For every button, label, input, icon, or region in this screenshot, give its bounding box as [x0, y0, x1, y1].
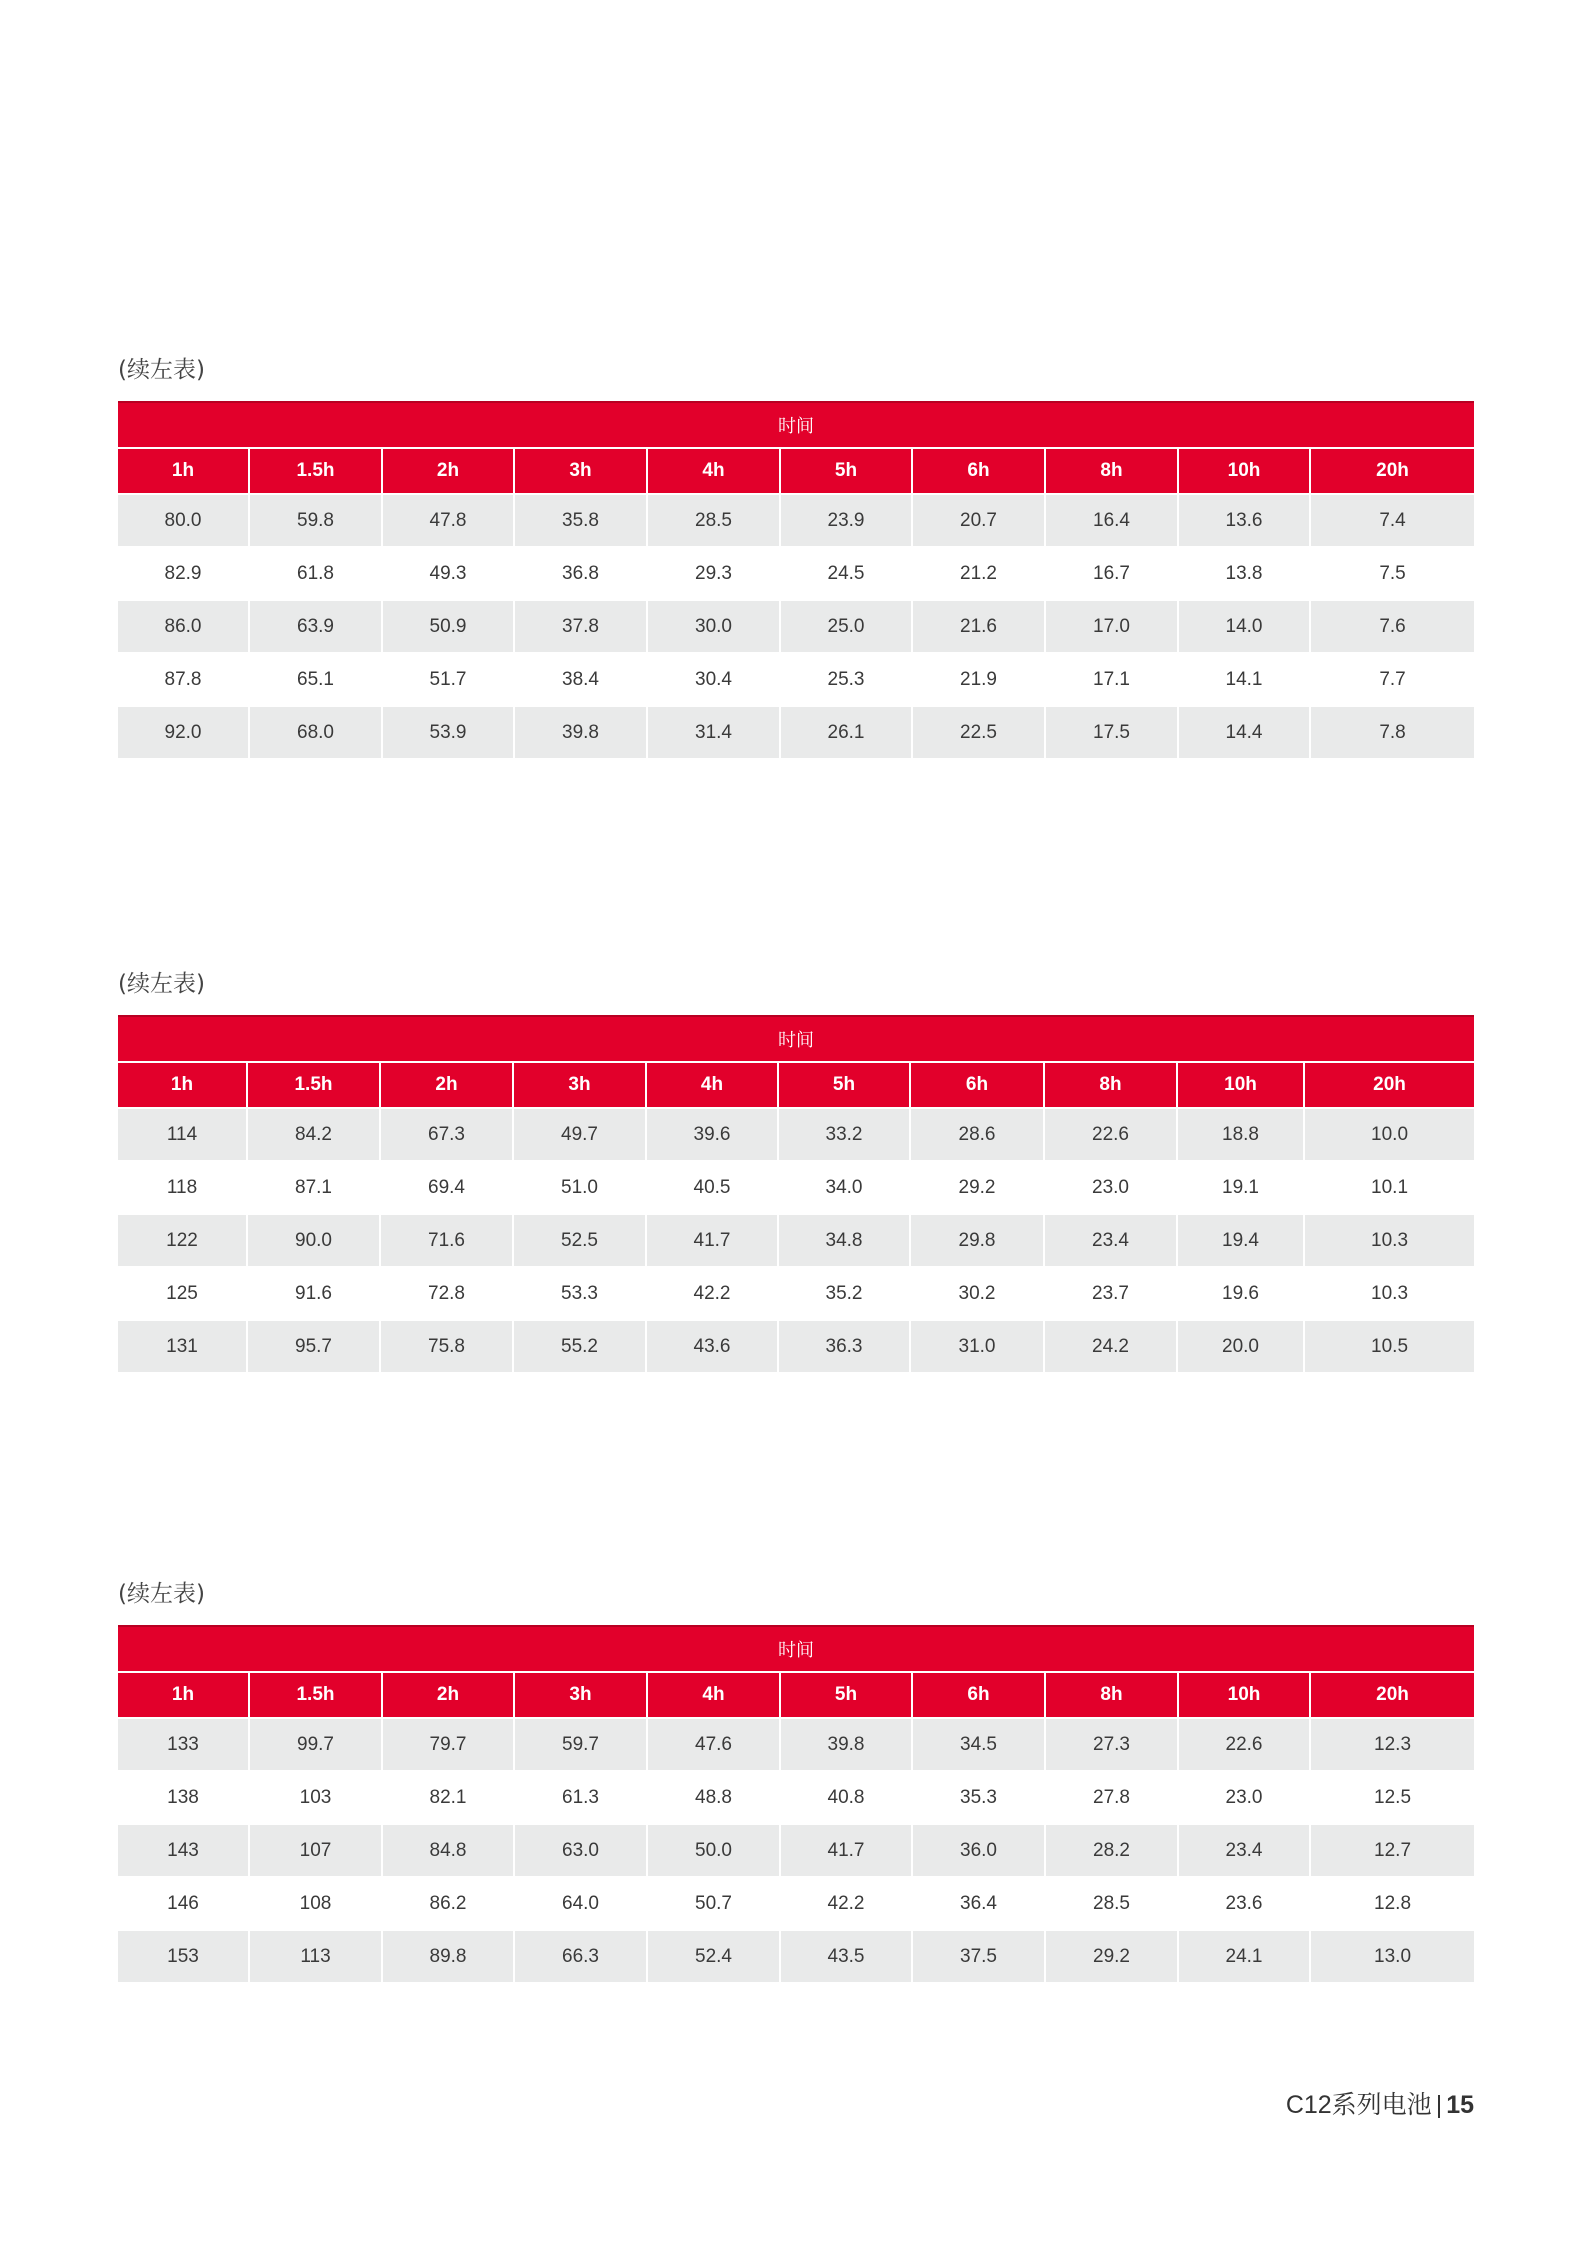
- table-cell: 50.9: [383, 599, 515, 652]
- table-cell: 35.3: [913, 1770, 1046, 1823]
- table-cell: 84.8: [383, 1823, 515, 1876]
- table-cell: 31.0: [911, 1319, 1045, 1372]
- table-cell: 26.1: [781, 705, 913, 758]
- table-cell: 24.2: [1045, 1319, 1178, 1372]
- table-cell: 34.5: [913, 1717, 1046, 1770]
- table-cell: 39.8: [515, 705, 648, 758]
- column-header: 4h: [648, 1673, 781, 1717]
- table-cell: 22.6: [1179, 1717, 1311, 1770]
- table-cell: 64.0: [515, 1876, 648, 1929]
- column-header: 3h: [515, 449, 648, 493]
- table-cell: 20.0: [1178, 1319, 1305, 1372]
- column-header: 5h: [781, 449, 913, 493]
- column-header: 10h: [1178, 1063, 1305, 1107]
- table-cell: 87.8: [118, 652, 250, 705]
- table-cell: 23.4: [1045, 1213, 1178, 1266]
- table-cell: 131: [118, 1319, 248, 1372]
- table-cell: 50.0: [648, 1823, 781, 1876]
- table-cell: 95.7: [248, 1319, 381, 1372]
- column-header: 10h: [1179, 449, 1311, 493]
- table-cell: 28.2: [1046, 1823, 1179, 1876]
- table-row: [118, 1929, 1474, 1982]
- table-cell: 36.4: [913, 1876, 1046, 1929]
- table-cell: 92.0: [118, 705, 250, 758]
- table-cell: 25.0: [781, 599, 913, 652]
- table-cell: 51.0: [514, 1160, 647, 1213]
- table-cell: 22.6: [1045, 1107, 1178, 1160]
- table-cell: 84.2: [248, 1107, 381, 1160]
- discharge-table: [118, 401, 1474, 758]
- table-cell: 82.1: [383, 1770, 515, 1823]
- table-cell: 7.8: [1311, 705, 1474, 758]
- table-cell: 13.8: [1179, 546, 1311, 599]
- table-cell: 82.9: [118, 546, 250, 599]
- table-cell: 55.2: [514, 1319, 647, 1372]
- table-cell: 99.7: [250, 1717, 383, 1770]
- table-cell: 7.5: [1311, 546, 1474, 599]
- table-cell: 36.8: [515, 546, 648, 599]
- table-cell: 68.0: [250, 705, 383, 758]
- table-cell: 72.8: [381, 1266, 514, 1319]
- column-header: 2h: [381, 1063, 514, 1107]
- table-cell: 16.7: [1046, 546, 1179, 599]
- table-cell: 30.2: [911, 1266, 1045, 1319]
- table-cell: 12.3: [1311, 1717, 1474, 1770]
- table-cell: 27.3: [1046, 1717, 1179, 1770]
- column-header: 8h: [1046, 449, 1179, 493]
- table-cell: 47.6: [648, 1717, 781, 1770]
- table-row: [118, 705, 1474, 758]
- table-cell: 27.8: [1046, 1770, 1179, 1823]
- table-cell: 10.3: [1305, 1213, 1474, 1266]
- table-row: [118, 546, 1474, 599]
- table-cell: 86.2: [383, 1876, 515, 1929]
- table-cell: 24.5: [781, 546, 913, 599]
- table-row: [118, 1266, 1474, 1319]
- table-row: [118, 1876, 1474, 1929]
- table-cell: 67.3: [381, 1107, 514, 1160]
- table-cell: 18.8: [1178, 1107, 1305, 1160]
- table-cell: 24.1: [1179, 1929, 1311, 1982]
- table-cell: 37.5: [913, 1929, 1046, 1982]
- table-cell: 21.6: [913, 599, 1046, 652]
- table-row: [118, 1319, 1474, 1372]
- table-cell: 33.2: [779, 1107, 911, 1160]
- column-header: 2h: [383, 449, 515, 493]
- table-row: [118, 493, 1474, 546]
- column-header: 20h: [1305, 1063, 1474, 1107]
- table-cell: 61.8: [250, 546, 383, 599]
- table-cell: 63.9: [250, 599, 383, 652]
- column-header: 6h: [911, 1063, 1045, 1107]
- table-cell: 48.8: [648, 1770, 781, 1823]
- table-cell: 22.5: [913, 705, 1046, 758]
- table-cell: 71.6: [381, 1213, 514, 1266]
- table-cell: 114: [118, 1107, 248, 1160]
- series-title: C12系列电池: [1285, 2091, 1432, 2119]
- column-header: 3h: [514, 1063, 647, 1107]
- table-cell: 30.0: [648, 599, 781, 652]
- table-cell: 59.8: [250, 493, 383, 546]
- table-row: [118, 1717, 1474, 1770]
- table-cell: 23.0: [1179, 1770, 1311, 1823]
- table-cell: 61.3: [515, 1770, 648, 1823]
- table-row: [118, 1107, 1474, 1160]
- table-cell: 31.4: [648, 705, 781, 758]
- discharge-table: [118, 1015, 1474, 1372]
- table-cell: 20.7: [913, 493, 1046, 546]
- table-cell: 17.5: [1046, 705, 1179, 758]
- column-header: 10h: [1179, 1673, 1311, 1717]
- table-cell: 23.0: [1045, 1160, 1178, 1213]
- table-cell: 7.6: [1311, 599, 1474, 652]
- table-cell: 79.7: [383, 1717, 515, 1770]
- table-cell: 7.4: [1311, 493, 1474, 546]
- footer-separator: |: [1435, 2091, 1443, 2119]
- table-cell: 86.0: [118, 599, 250, 652]
- table-cell: 14.0: [1179, 599, 1311, 652]
- table-cell: 59.7: [515, 1717, 648, 1770]
- table-cell: 12.5: [1311, 1770, 1474, 1823]
- table-cell: 29.2: [1046, 1929, 1179, 1982]
- column-header: 5h: [779, 1063, 911, 1107]
- table-cell: 13.0: [1311, 1929, 1474, 1982]
- table-cell: 122: [118, 1213, 248, 1266]
- table-cell: 75.8: [381, 1319, 514, 1372]
- time-group-header: 时间: [118, 1625, 1474, 1673]
- table-cell: 23.4: [1179, 1823, 1311, 1876]
- table-cell: 89.8: [383, 1929, 515, 1982]
- table-cell: 28.5: [1046, 1876, 1179, 1929]
- table-cell: 36.3: [779, 1319, 911, 1372]
- table-cell: 49.3: [383, 546, 515, 599]
- column-header: 6h: [913, 449, 1046, 493]
- table-cell: 107: [250, 1823, 383, 1876]
- table-cell: 19.4: [1178, 1213, 1305, 1266]
- page-number: 15: [1446, 2091, 1474, 2119]
- time-group-header: 时间: [118, 1015, 1474, 1063]
- table-row: [118, 1823, 1474, 1876]
- table-cell: 51.7: [383, 652, 515, 705]
- table-cell: 52.4: [648, 1929, 781, 1982]
- table-row: [118, 1160, 1474, 1213]
- column-header: 1.5h: [248, 1063, 381, 1107]
- table-cell: 10.5: [1305, 1319, 1474, 1372]
- table-cell: 63.0: [515, 1823, 648, 1876]
- table-cell: 138: [118, 1770, 250, 1823]
- table-cell: 133: [118, 1717, 250, 1770]
- table-cell: 52.5: [514, 1213, 647, 1266]
- column-header: 4h: [647, 1063, 779, 1107]
- column-header: 1h: [118, 449, 250, 493]
- table-cell: 29.8: [911, 1213, 1045, 1266]
- table-cell: 39.6: [647, 1107, 779, 1160]
- column-header: 8h: [1046, 1673, 1179, 1717]
- column-header: 20h: [1311, 449, 1474, 493]
- column-header: 1.5h: [250, 1673, 383, 1717]
- table-cell: 10.3: [1305, 1266, 1474, 1319]
- table-cell: 53.3: [514, 1266, 647, 1319]
- table-row: [118, 599, 1474, 652]
- table-cell: 7.7: [1311, 652, 1474, 705]
- table-cell: 49.7: [514, 1107, 647, 1160]
- table-row: [118, 652, 1474, 705]
- column-header: 3h: [515, 1673, 648, 1717]
- table-cell: 14.1: [1179, 652, 1311, 705]
- time-group-header: 时间: [118, 401, 1474, 449]
- table-cell: 34.0: [779, 1160, 911, 1213]
- column-header: 1h: [118, 1673, 250, 1717]
- table-cell: 80.0: [118, 493, 250, 546]
- table-cell: 19.1: [1178, 1160, 1305, 1213]
- table-cell: 69.4: [381, 1160, 514, 1213]
- column-header: 20h: [1311, 1673, 1474, 1717]
- table-cell: 143: [118, 1823, 250, 1876]
- table-cell: 13.6: [1179, 493, 1311, 546]
- table-cell: 12.8: [1311, 1876, 1474, 1929]
- table-cell: 153: [118, 1929, 250, 1982]
- table-cell: 37.8: [515, 599, 648, 652]
- table-cell: 17.0: [1046, 599, 1179, 652]
- table-cell: 53.9: [383, 705, 515, 758]
- table-cell: 113: [250, 1929, 383, 1982]
- table-cell: 108: [250, 1876, 383, 1929]
- table-cell: 21.9: [913, 652, 1046, 705]
- table-cell: 146: [118, 1876, 250, 1929]
- table-cell: 103: [250, 1770, 383, 1823]
- table-cell: 36.0: [913, 1823, 1046, 1876]
- table-cell: 91.6: [248, 1266, 381, 1319]
- discharge-table: [118, 1625, 1474, 1982]
- table-cell: 42.2: [647, 1266, 779, 1319]
- table-cell: 43.6: [647, 1319, 779, 1372]
- column-header: 8h: [1045, 1063, 1178, 1107]
- table-cell: 66.3: [515, 1929, 648, 1982]
- table-cell: 10.0: [1305, 1107, 1474, 1160]
- table-cell: 43.5: [781, 1929, 913, 1982]
- table-cell: 40.5: [647, 1160, 779, 1213]
- table-cell: 30.4: [648, 652, 781, 705]
- column-header: 5h: [781, 1673, 913, 1717]
- table-cell: 50.7: [648, 1876, 781, 1929]
- column-header: 2h: [383, 1673, 515, 1717]
- table-cell: 19.6: [1178, 1266, 1305, 1319]
- table-cell: 10.1: [1305, 1160, 1474, 1213]
- table-caption: (续左表): [118, 357, 205, 383]
- table-row: [118, 1213, 1474, 1266]
- table-cell: 28.6: [911, 1107, 1045, 1160]
- table-cell: 16.4: [1046, 493, 1179, 546]
- table-cell: 23.9: [781, 493, 913, 546]
- table-caption: (续左表): [118, 1581, 205, 1607]
- column-header: 4h: [648, 449, 781, 493]
- table-row: [118, 1770, 1474, 1823]
- table-cell: 41.7: [647, 1213, 779, 1266]
- table-cell: 42.2: [781, 1876, 913, 1929]
- table-cell: 87.1: [248, 1160, 381, 1213]
- table-cell: 29.3: [648, 546, 781, 599]
- table-cell: 34.8: [779, 1213, 911, 1266]
- table-cell: 14.4: [1179, 705, 1311, 758]
- table-cell: 35.2: [779, 1266, 911, 1319]
- table-cell: 23.6: [1179, 1876, 1311, 1929]
- table-cell: 125: [118, 1266, 248, 1319]
- column-header: 6h: [913, 1673, 1046, 1717]
- table-cell: 12.7: [1311, 1823, 1474, 1876]
- table-cell: 118: [118, 1160, 248, 1213]
- table-cell: 41.7: [781, 1823, 913, 1876]
- table-cell: 35.8: [515, 493, 648, 546]
- table-cell: 29.2: [911, 1160, 1045, 1213]
- table-cell: 90.0: [248, 1213, 381, 1266]
- table-cell: 28.5: [648, 493, 781, 546]
- table-cell: 47.8: [383, 493, 515, 546]
- column-header: 1.5h: [250, 449, 383, 493]
- table-cell: 40.8: [781, 1770, 913, 1823]
- table-cell: 23.7: [1045, 1266, 1178, 1319]
- table-cell: 25.3: [781, 652, 913, 705]
- table-cell: 39.8: [781, 1717, 913, 1770]
- table-cell: 65.1: [250, 652, 383, 705]
- table-caption: (续左表): [118, 971, 205, 997]
- page-footer: [1286, 2085, 1474, 2121]
- table-cell: 21.2: [913, 546, 1046, 599]
- column-header: 1h: [118, 1063, 248, 1107]
- table-cell: 17.1: [1046, 652, 1179, 705]
- table-cell: 38.4: [515, 652, 648, 705]
